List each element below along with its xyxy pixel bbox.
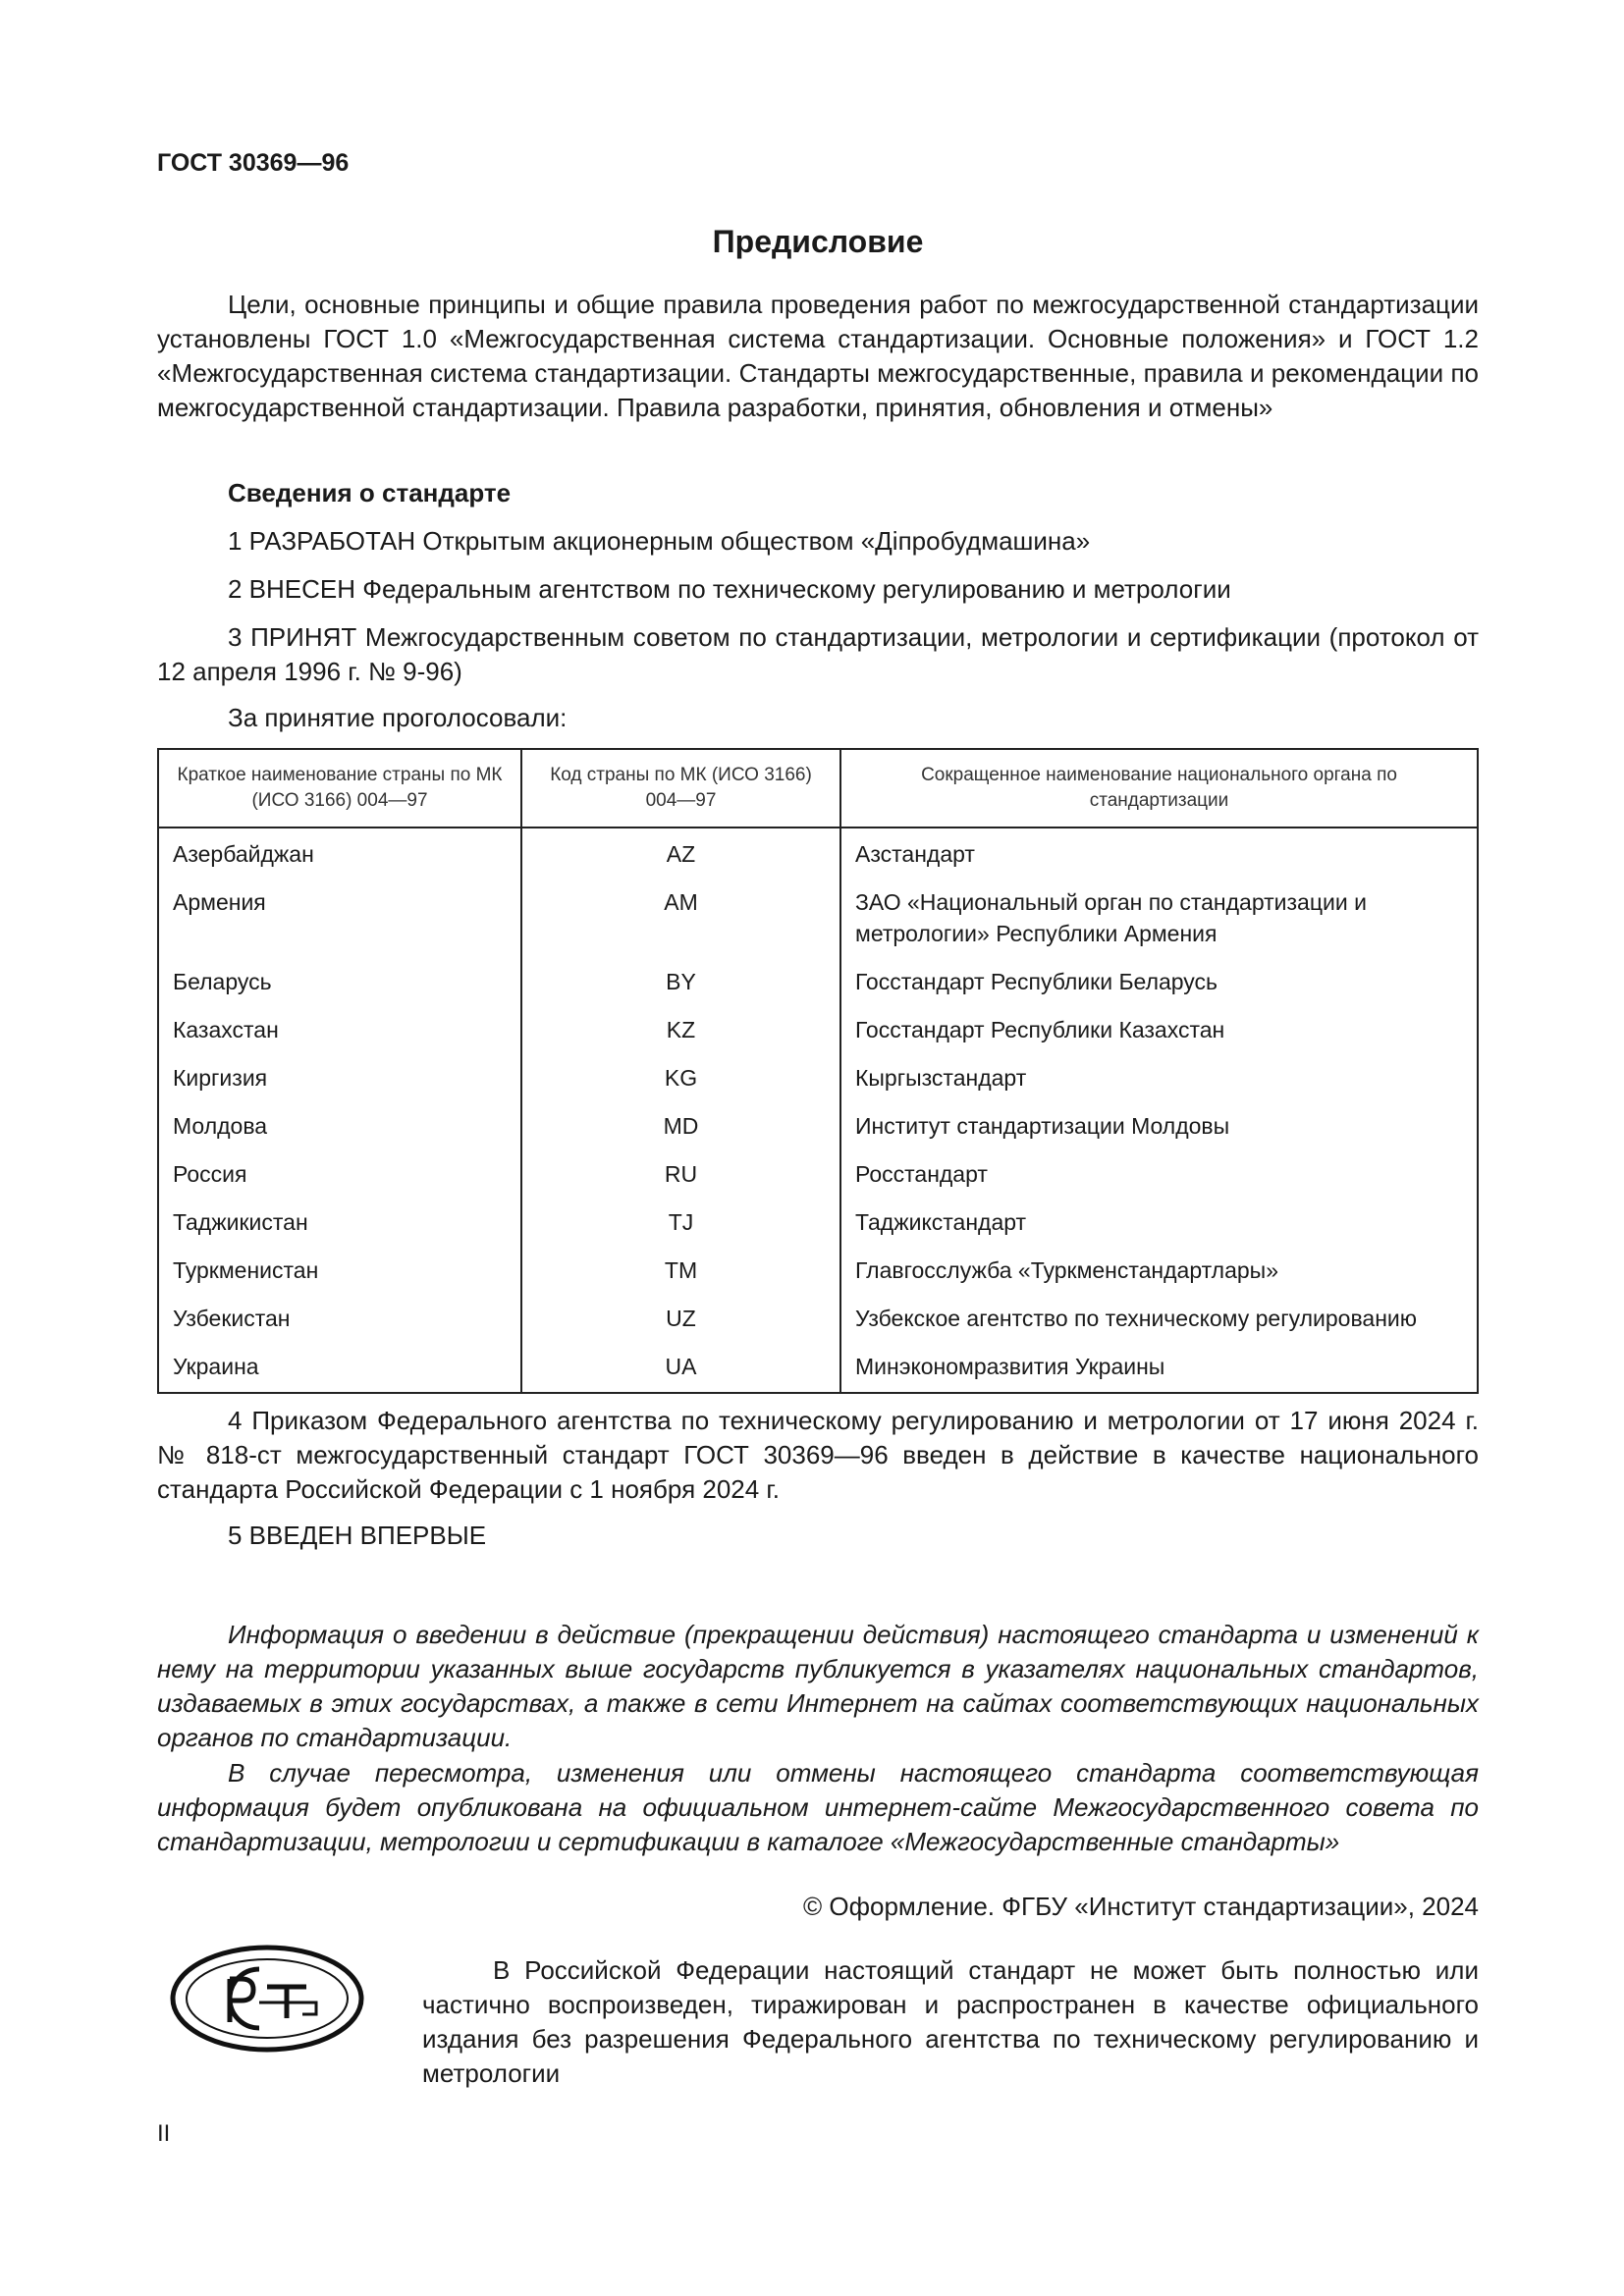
code-cell: BY xyxy=(521,958,840,1006)
code-cell: AZ xyxy=(521,828,840,879)
country-cell: Казахстан xyxy=(158,1006,521,1054)
notice-introduction: Информация о введении в действие (прекращении действия) настоящего стандарта и изменений к нему на территории указанных выше государств публикуется в указателях национальных стандартов, издаваемых в этих государствах, а также в сети Интернет на сайтах соответствующих национальных органов по стандартизации. xyxy=(157,1620,1479,1752)
table-row xyxy=(158,828,1478,879)
country-cell: Украина xyxy=(158,1343,521,1393)
item-submitted: 2 ВНЕСЕН Федеральным агентством по техническому регулированию и метрологии xyxy=(228,574,1231,604)
page-title: Предисловие xyxy=(712,224,924,259)
rights-notice: В Российской Федерации настоящий стандарт не может быть полностью или частично воспроизведен, тиражирован и распространен в качестве официального издания без разрешения Федерального агентства по техническому регулированию и метрологии xyxy=(422,1955,1479,2088)
intro-paragraph: Цели, основные принципы и общие правила проведения работ по межгосударственной стандартизации установлены ГОСТ 1.0 «Межгосударственная система стандартизации. Основные положения» и ГОСТ 1.2 «Межгосударственная система стандартизации. Стандарты межгосударственные, правила и рекомендации по межгосударственной стандартизации. Правила разработки, принятия, обновления и отмены» xyxy=(157,290,1479,422)
table-row xyxy=(158,1054,1478,1102)
info-heading: Сведения о стандарте xyxy=(228,478,512,507)
body-cell: Главгосслужба «Туркменстандартлары» xyxy=(840,1247,1478,1295)
country-cell: Беларусь xyxy=(158,958,521,1006)
country-cell: Туркменистан xyxy=(158,1247,521,1295)
code-cell: TM xyxy=(521,1247,840,1295)
code-cell: MD xyxy=(521,1102,840,1150)
body-cell: Институт стандартизации Молдовы xyxy=(840,1102,1478,1150)
copyright-line: © Оформление. ФГБУ «Институт стандартизации», 2024 xyxy=(803,1892,1479,1921)
item-developed: 1 РАЗРАБОТАН Открытым акционерным обществом «Дiпробудмашина» xyxy=(228,526,1091,556)
body-cell: Росстандарт xyxy=(840,1150,1478,1199)
table-row xyxy=(158,1150,1478,1199)
body-cell: Госстандарт Республики Беларусь xyxy=(840,958,1478,1006)
body-cell: Минэкономразвития Украины xyxy=(840,1343,1478,1393)
table-row xyxy=(158,1247,1478,1295)
country-cell: Киргизия xyxy=(158,1054,521,1102)
country-cell: Россия xyxy=(158,1150,521,1199)
body-cell: Азстандарт xyxy=(840,828,1478,879)
page-number: II xyxy=(157,2120,171,2147)
code-cell: KZ xyxy=(521,1006,840,1054)
code-cell: AM xyxy=(521,879,840,958)
header-body: Сокращенное наименование национального органа по стандартизации xyxy=(840,749,1478,828)
table-header-row xyxy=(158,749,1478,828)
code-cell: TJ xyxy=(521,1199,840,1247)
item-adopted: 3 ПРИНЯТ Межгосударственным советом по стандартизации, метрологии и сертификации (протокол от 12 апреля 1996 г. № 9-96) xyxy=(157,622,1479,686)
body-cell: Таджикстандарт xyxy=(840,1199,1478,1247)
body-cell: ЗАО «Национальный орган по стандартизации и метрологии» Республики Армения xyxy=(840,879,1478,958)
code-cell: UZ xyxy=(521,1295,840,1343)
country-cell: Таджикистан xyxy=(158,1199,521,1247)
header-country: Краткое наименование страны по МК (ИСО 3166) 004—97 xyxy=(158,749,521,828)
table-row xyxy=(158,1295,1478,1343)
table-row xyxy=(158,1343,1478,1393)
country-cell: Армения xyxy=(158,879,521,958)
item-first-introduced: 5 ВВЕДЕН ВПЕРВЫЕ xyxy=(228,1521,487,1550)
code-cell: UA xyxy=(521,1343,840,1393)
country-cell: Узбекистан xyxy=(158,1295,521,1343)
voted-label: За принятие проголосовали: xyxy=(228,703,568,732)
code-cell: RU xyxy=(521,1150,840,1199)
item-enacted: 4 Приказом Федерального агентства по техническому регулированию и метрологии от 17 июня 2024 г. № 818-ст межгосударственный стандарт ГОСТ 30369—96 введен в действие в качестве национального стандарта Российской Федерации с 1 ноября 2024 г. xyxy=(157,1406,1479,1504)
gost-rst-logo-icon xyxy=(169,1944,365,2054)
table-row xyxy=(158,1102,1478,1150)
country-cell: Молдова xyxy=(158,1102,521,1150)
table-row xyxy=(158,1199,1478,1247)
notice-revision: В случае пересмотра, изменения или отмены настоящего стандарта соответствующая информация будет опубликована на официальном интернет-сайте Межгосударственного совета по стандартизации, метрологии и сертификации в каталоге «Межгосударственные стандарты» xyxy=(157,1758,1479,1856)
table-row xyxy=(158,879,1478,958)
table-row xyxy=(158,958,1478,1006)
document-page xyxy=(157,0,1479,2296)
table-row xyxy=(158,1006,1478,1054)
body-cell: Госстандарт Республики Казахстан xyxy=(840,1006,1478,1054)
document-code: ГОСТ 30369—96 xyxy=(157,149,350,177)
code-cell: KG xyxy=(521,1054,840,1102)
header-code: Код страны по МК (ИСО 3166) 004—97 xyxy=(521,749,840,828)
country-cell: Азербайджан xyxy=(158,828,521,879)
body-cell: Кыргызстандарт xyxy=(840,1054,1478,1102)
body-cell: Узбекское агентство по техническому регулированию xyxy=(840,1295,1478,1343)
voting-countries-table xyxy=(157,748,1479,1394)
